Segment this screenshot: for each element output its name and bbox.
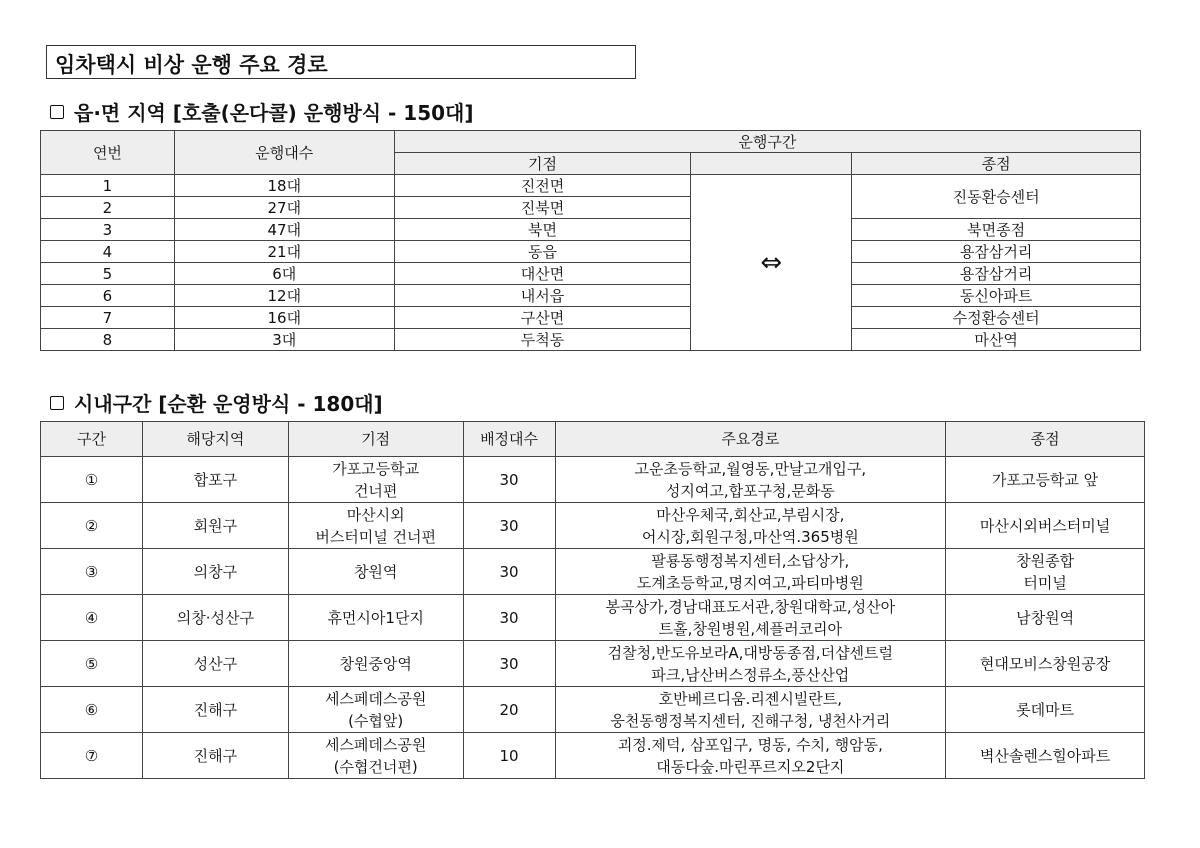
cell-start bbox=[288, 503, 463, 549]
cell-end bbox=[946, 457, 1145, 503]
cell-route-line1: 고운초등학교,월영동,만날고개입구, bbox=[634, 459, 867, 478]
cell-start: 구산면 bbox=[394, 307, 691, 329]
cell-start-line2: 버스터미널 건너편 bbox=[315, 527, 437, 546]
cell-route-line2: 대동다숲.마린푸르지오2단지 bbox=[656, 757, 845, 776]
cell-start bbox=[288, 595, 463, 641]
cell-start-line2: (수협앞) bbox=[348, 711, 404, 730]
page-title: 임차택시 비상 운행 주요 경로 bbox=[55, 53, 328, 77]
cell-start: 대산면 bbox=[394, 263, 691, 285]
cell-no: 1 bbox=[41, 175, 175, 197]
cell-zone: ⑥ bbox=[41, 687, 143, 733]
header-end: 종점 bbox=[946, 422, 1145, 457]
cell-start: 진북면 bbox=[394, 197, 691, 219]
table-row bbox=[41, 457, 1145, 503]
cell-zone: ② bbox=[41, 503, 143, 549]
cell-zone: ① bbox=[41, 457, 143, 503]
cell-route bbox=[555, 457, 946, 503]
rural-route-table bbox=[40, 130, 1141, 351]
cell-start-line1: 마산시외 bbox=[346, 505, 405, 524]
cell-route-line1: 호반베르디움.리젠시빌란트, bbox=[658, 689, 843, 708]
cell-end-line1: 마산시외버스터미널 bbox=[979, 516, 1111, 535]
table-row bbox=[41, 219, 1141, 241]
table-row bbox=[41, 549, 1145, 595]
cell-start-line2: 건너편 bbox=[353, 481, 398, 500]
cell-route bbox=[555, 687, 946, 733]
cell-end bbox=[946, 733, 1145, 779]
cell-start bbox=[288, 733, 463, 779]
cell-end: 용잠삼거리 bbox=[852, 263, 1141, 285]
section1-heading-row bbox=[50, 97, 474, 126]
cell-start-line1: 가포고등학교 bbox=[332, 459, 420, 478]
cell-no: 7 bbox=[41, 307, 175, 329]
header-route: 운행구간 bbox=[394, 131, 1140, 153]
cell-cars: 30 bbox=[463, 503, 555, 549]
cell-route bbox=[555, 549, 946, 595]
cell-end-line2: 터미널 bbox=[1023, 573, 1067, 592]
cell-start-line1: 세스페데스공원 bbox=[324, 735, 427, 754]
cell-no: 2 bbox=[41, 197, 175, 219]
checkbox-icon bbox=[50, 396, 64, 410]
checkbox-icon bbox=[50, 105, 64, 119]
header-area: 해당지역 bbox=[142, 422, 288, 457]
table-header-row bbox=[41, 131, 1141, 153]
cell-start-line1: 세스페데스공원 bbox=[324, 689, 427, 708]
cell-route bbox=[555, 503, 946, 549]
cell-count: 27대 bbox=[174, 197, 394, 219]
cell-route bbox=[555, 733, 946, 779]
cell-start: 북면 bbox=[394, 219, 691, 241]
header-no: 연번 bbox=[41, 131, 175, 175]
table-row bbox=[41, 641, 1145, 687]
cell-route bbox=[555, 641, 946, 687]
cell-area: 의창구 bbox=[142, 549, 288, 595]
section2-heading: 시내구간 [순환 운영방식 - 180대] bbox=[74, 392, 383, 416]
cell-area: 성산구 bbox=[142, 641, 288, 687]
header-middle bbox=[691, 153, 852, 175]
cell-cars: 30 bbox=[463, 457, 555, 503]
table-row bbox=[41, 175, 1141, 197]
table-row bbox=[41, 263, 1141, 285]
cell-start-line1: 휴먼시아1단지 bbox=[327, 608, 424, 627]
header-route: 주요경로 bbox=[555, 422, 946, 457]
section2-heading-row bbox=[50, 388, 383, 417]
table-row bbox=[41, 733, 1145, 779]
cell-end bbox=[946, 641, 1145, 687]
cell-route-line2: 파크,남산버스정류소,풍산산업 bbox=[651, 665, 850, 684]
cell-end-line1: 현대모비스창원공장 bbox=[979, 654, 1111, 673]
cell-cars: 30 bbox=[463, 641, 555, 687]
cell-route-line2: 도계초등학교,명지여고,파티마병원 bbox=[636, 573, 864, 592]
cell-end-line1: 벽산솔렌스힐아파트 bbox=[979, 746, 1111, 765]
cell-start-line1: 창원역 bbox=[353, 562, 398, 581]
cell-route-line2: 어시장,회원구청,마산역.365병원 bbox=[641, 527, 859, 546]
cell-area: 의창·성산구 bbox=[142, 595, 288, 641]
cell-route-line1: 괴정.제덕, 삼포입구, 명동, 수치, 행암동, bbox=[617, 735, 883, 754]
cell-start bbox=[288, 687, 463, 733]
cell-end bbox=[946, 687, 1145, 733]
table-row bbox=[41, 595, 1145, 641]
cell-route-line1: 봉곡상가,경남대표도서관,창원대학교,성산아 bbox=[605, 597, 896, 616]
cell-cars: 10 bbox=[463, 733, 555, 779]
cell-start bbox=[288, 549, 463, 595]
cell-zone: ⑦ bbox=[41, 733, 143, 779]
cell-route-line2: 성지여고,합포구청,문화동 bbox=[665, 481, 835, 500]
cell-cars: 30 bbox=[463, 549, 555, 595]
cell-no: 5 bbox=[41, 263, 175, 285]
table-row bbox=[41, 329, 1141, 351]
cell-start: 내서읍 bbox=[394, 285, 691, 307]
table-row bbox=[41, 687, 1145, 733]
cell-end: 용잠삼거리 bbox=[852, 241, 1141, 263]
cell-zone: ④ bbox=[41, 595, 143, 641]
cell-route-line1: 팔룡동행정복지센터,소답상가, bbox=[651, 551, 850, 570]
header-start: 기점 bbox=[288, 422, 463, 457]
table-row bbox=[41, 503, 1145, 549]
cell-route-line2: 트홀,창원병원,셰플러코리아 bbox=[658, 619, 843, 638]
cell-start-line2: (수협건너편) bbox=[333, 757, 418, 776]
cell-end: 마산역 bbox=[852, 329, 1141, 351]
table-header-row bbox=[41, 422, 1145, 457]
city-route-table bbox=[40, 421, 1145, 779]
header-count: 운행대수 bbox=[174, 131, 394, 175]
table-row bbox=[41, 285, 1141, 307]
cell-area: 진해구 bbox=[142, 687, 288, 733]
cell-route-line2: 웅천동행정복지센터, 진해구청, 냉천사거리 bbox=[610, 711, 891, 730]
cell-no: 8 bbox=[41, 329, 175, 351]
cell-count: 16대 bbox=[174, 307, 394, 329]
cell-no: 4 bbox=[41, 241, 175, 263]
cell-start-line1: 창원중앙역 bbox=[339, 654, 412, 673]
cell-end bbox=[946, 595, 1145, 641]
cell-count: 6대 bbox=[174, 263, 394, 285]
cell-end: 동신아파트 bbox=[852, 285, 1141, 307]
cell-start: 진전면 bbox=[394, 175, 691, 197]
page-title-box bbox=[46, 45, 636, 79]
cell-end: 북면종점 bbox=[852, 219, 1141, 241]
cell-end-line1: 남창원역 bbox=[1016, 608, 1075, 627]
cell-end-line1: 가포고등학교 앞 bbox=[991, 470, 1099, 489]
cell-end-line1: 창원종합 bbox=[1016, 551, 1075, 570]
cell-count: 3대 bbox=[174, 329, 394, 351]
cell-start bbox=[288, 641, 463, 687]
bidirectional-arrow-icon: ⇔ bbox=[691, 175, 852, 351]
table-row bbox=[41, 307, 1141, 329]
cell-end-line1: 롯데마트 bbox=[1016, 700, 1075, 719]
header-start: 기점 bbox=[394, 153, 691, 175]
cell-start: 동읍 bbox=[394, 241, 691, 263]
header-end: 종점 bbox=[852, 153, 1141, 175]
table-row bbox=[41, 241, 1141, 263]
cell-end bbox=[946, 503, 1145, 549]
cell-end: 수정환승센터 bbox=[852, 307, 1141, 329]
cell-cars: 20 bbox=[463, 687, 555, 733]
cell-area: 회원구 bbox=[142, 503, 288, 549]
header-cars: 배정대수 bbox=[463, 422, 555, 457]
cell-start bbox=[288, 457, 463, 503]
cell-route bbox=[555, 595, 946, 641]
cell-count: 47대 bbox=[174, 219, 394, 241]
cell-no: 3 bbox=[41, 219, 175, 241]
cell-start: 두척동 bbox=[394, 329, 691, 351]
cell-zone: ③ bbox=[41, 549, 143, 595]
section1-heading: 읍·면 지역 [호출(온다콜) 운행방식 - 150대] bbox=[74, 101, 474, 125]
cell-area: 진해구 bbox=[142, 733, 288, 779]
cell-count: 18대 bbox=[174, 175, 394, 197]
cell-no: 6 bbox=[41, 285, 175, 307]
cell-end: 진동환승센터 bbox=[852, 175, 1141, 219]
cell-route-line1: 마산우체국,회산교,부림시장, bbox=[656, 505, 845, 524]
cell-area: 합포구 bbox=[142, 457, 288, 503]
cell-count: 21대 bbox=[174, 241, 394, 263]
header-zone: 구간 bbox=[41, 422, 143, 457]
cell-end bbox=[946, 549, 1145, 595]
cell-route-line1: 검찰청,반도유보라A,대방동종점,더샵센트럴 bbox=[607, 643, 894, 662]
cell-count: 12대 bbox=[174, 285, 394, 307]
cell-cars: 30 bbox=[463, 595, 555, 641]
cell-zone: ⑤ bbox=[41, 641, 143, 687]
